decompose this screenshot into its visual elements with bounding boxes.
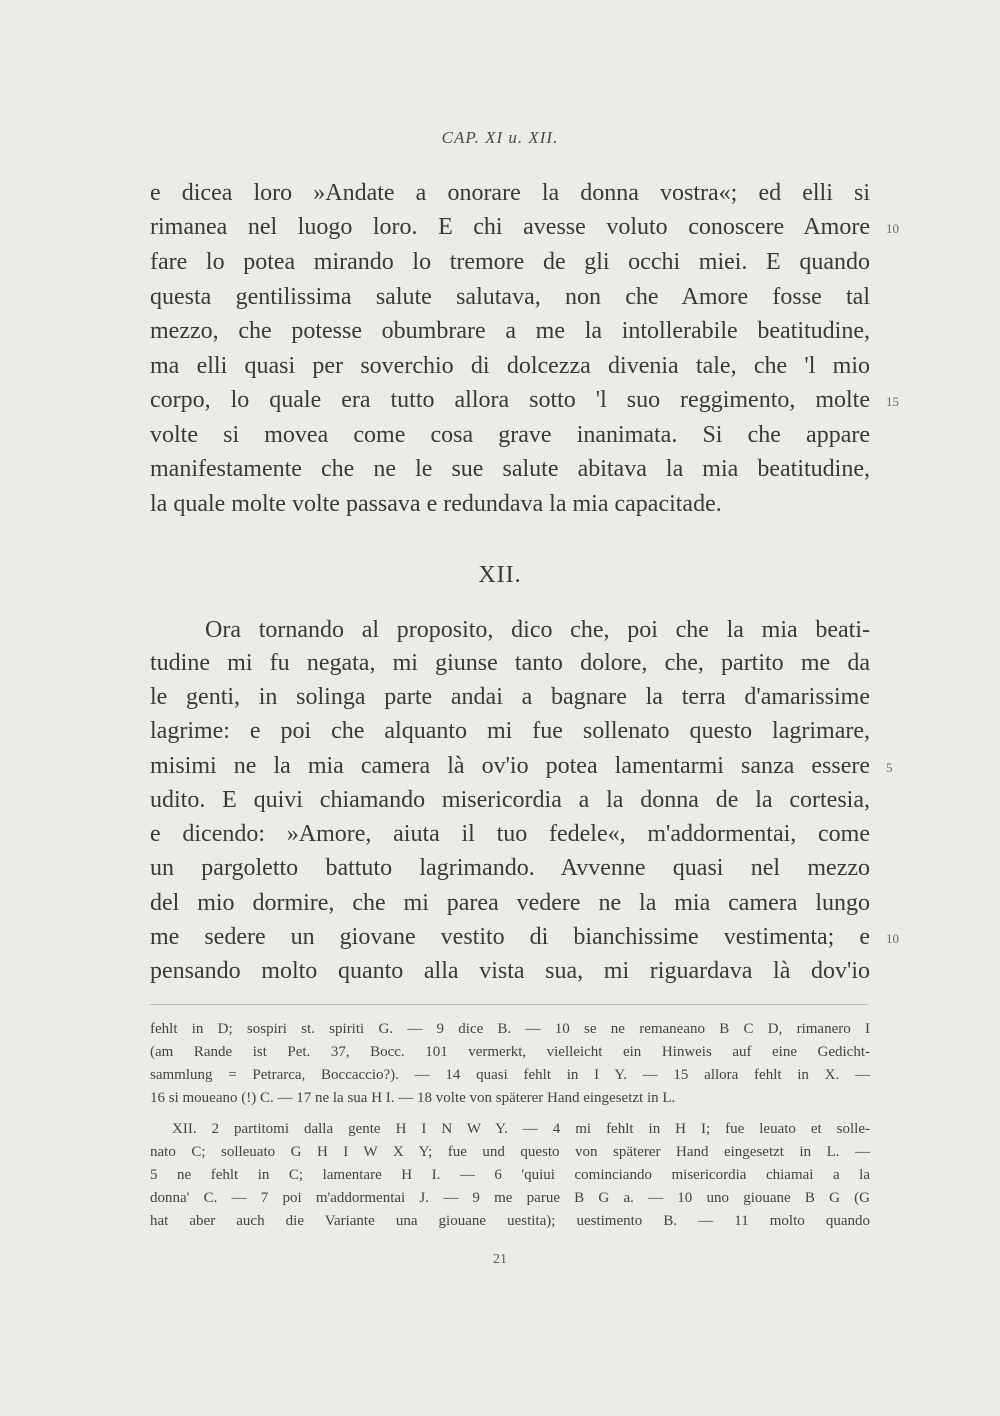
text-line: manifestamente che ne le sue salute abitava la mia beatitudine, [150, 456, 870, 482]
footnote-line: fehlt in D; sospiri st. spiriti G. — 9 dice B. — 10 se ne remaneano B C D, rimanero I [150, 1021, 870, 1037]
text-line: e dicendo: »Amore, aiuta il tuo fedele«, m'addormentai, come [150, 821, 870, 847]
footnote-line: (am Rande ist Pet. 37, Bocc. 101 vermerkt, vielleicht ein Hinweis auf eine Gedicht- [150, 1044, 870, 1060]
text-line: corpo, lo quale era tutto allora sotto 'l suo reggimento, molte [150, 387, 870, 413]
line-number: 10 [886, 931, 899, 946]
line-number: 10 [886, 221, 899, 236]
text-line: udito. E quivi chiamando misericordia a la donna de la cortesia, [150, 787, 870, 813]
text-line: volte si movea come cosa grave inanimata. Si che appare [150, 422, 870, 448]
text-line: rimanea nel luogo loro. E chi avesse voluto conoscere Amore [150, 214, 870, 240]
text-line: la quale molte volte passava e redundava la mia capacitade. [150, 491, 722, 517]
line-number: 5 [886, 760, 893, 775]
text-line: Ora tornando al proposito, dico che, poi che la mia beati- [205, 617, 870, 643]
footnote-rule [150, 1004, 868, 1005]
section-heading: XII. [478, 562, 522, 588]
footnote-line: 5 ne fehlt in C; lamentare H I. — 6 'quiui cominciando misericordia chiamai a la [150, 1167, 870, 1183]
text-line: lagrime: e poi che alquanto mi fue sollenato questo lagrimare, [150, 718, 870, 744]
text-line: un pargoletto battuto lagrimando. Avvenne quasi nel mezzo [150, 855, 870, 881]
text-line: fare lo potea mirando lo tremore de gli occhi miei. E quando [150, 249, 870, 275]
text-line: tudine mi fu negata, mi giunse tanto dolore, che, partito me da [150, 650, 870, 676]
footnote-line: XII. 2 partitomi dalla gente H I N W Y. — 4 mi fehlt in H I; fue leuato et solle- [172, 1121, 870, 1137]
footnote-line: hat aber auch die Variante una giouane uestita); uestimento B. — 11 molto quando [150, 1213, 870, 1229]
running-head: CAP. XI u. XII. [441, 128, 559, 147]
footnote-line: sammlung = Petrarca, Boccaccio?). — 14 quasi fehlt in I Y. — 15 allora fehlt in X. — [150, 1067, 870, 1083]
footnote-line: 16 si moueano (!) C. — 17 ne la sua H I. — 18 volte von späterer Hand eingesetzt in L. [150, 1090, 676, 1106]
text-line: pensando molto quanto alla vista sua, mi riguardava là dov'io [150, 958, 870, 984]
text-line: ma elli quasi per soverchio di dolcezza divenia tale, che 'l mio [150, 353, 870, 379]
page-number: 21 [493, 1252, 507, 1267]
footnote-line: donna' C. — 7 poi m'addormentai J. — 9 me parue B G a. — 10 uno giouane B G (G [150, 1190, 870, 1206]
text-line: le genti, in solinga parte andai a bagnare la terra d'amarissime [150, 684, 870, 710]
line-number: 15 [886, 394, 899, 409]
text-line: misimi ne la mia camera là ov'io potea lamentarmi sanza essere [150, 753, 870, 779]
text-line: questa gentilissima salute salutava, non che Amore fosse tal [150, 284, 870, 310]
text-line: del mio dormire, che mi parea vedere ne la mia camera lungo [150, 890, 870, 916]
text-line: e dicea loro »Andate a onorare la donna vostra«; ed elli si [150, 180, 870, 206]
footnote-line: nato C; solleuato G H I W X Y; fue und questo von späterer Hand eingesetzt in L. — [150, 1144, 870, 1160]
text-line: mezzo, che potesse obumbrare a me la intollerabile beatitudine, [150, 318, 870, 344]
text-line: me sedere un giovane vestito di bianchissime vestimenta; e [150, 924, 870, 950]
